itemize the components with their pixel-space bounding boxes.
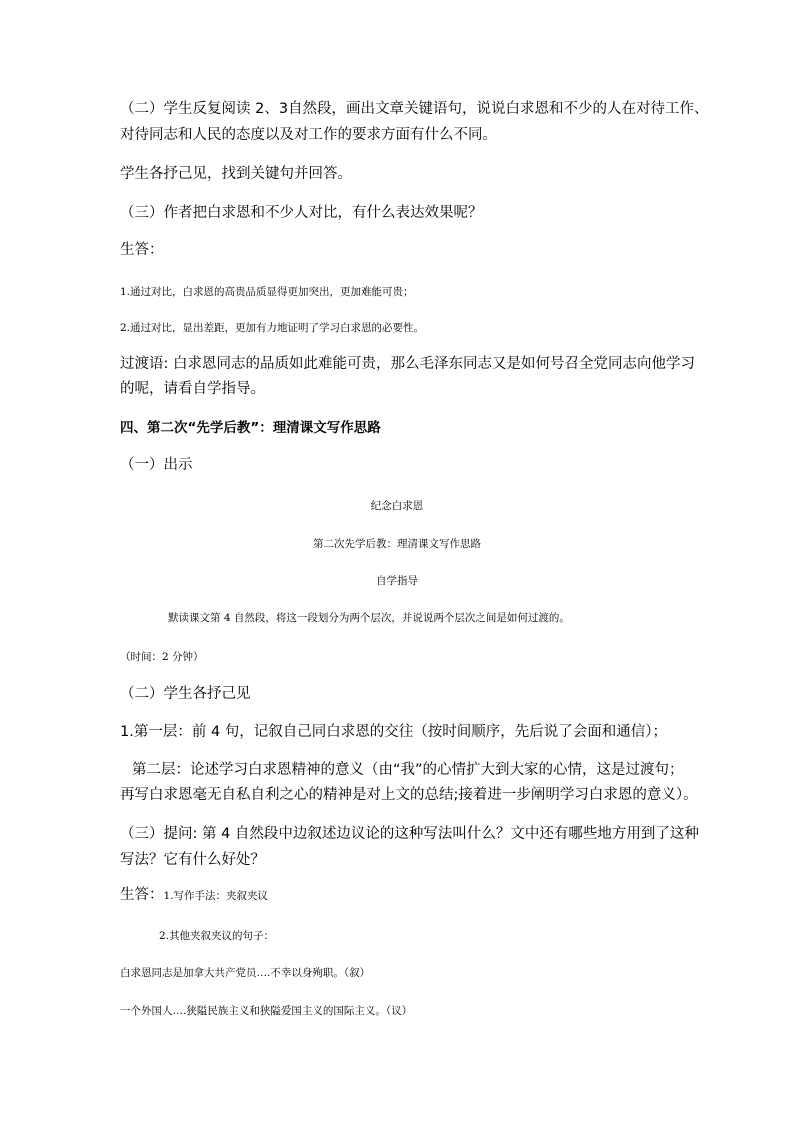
- paragraph-line: 第二层：论述学习白求恩精神的意义（由“我”的心情扩大到大家的心情，这是过渡句；: [132, 762, 684, 778]
- answer-row: [120, 886, 268, 905]
- box-title: 纪念白求恩: [370, 500, 424, 512]
- answer-item: 1.写作手法：夹叙夹议: [163, 890, 269, 902]
- answer-label: 生答：: [120, 242, 164, 258]
- transition-line: 的呢，请看自学指导。: [120, 381, 265, 397]
- paragraph-line: 再写白求恩毫无自私自利之心的精神是对上文的总结;接着进一步阐明学习白求恩的意义）。: [120, 787, 698, 803]
- paragraph-line: 对待同志和人民的态度以及对工作的要求方面有什么不同。: [120, 127, 497, 143]
- question-line: （三）提问: 第 4 自然段中边叙述边议论的这种写法叫什么？文中还有哪些地方用到了这种: [120, 826, 699, 842]
- section-heading: 四、第二次“先学后教”：理清课文写作思路: [120, 420, 381, 436]
- paragraph-line: 1.第一层：前 4 句，记叙自己同白求恩的交往（按时间顺序，先后说了会面和通信）；: [120, 724, 668, 740]
- example-sentence: 一个外国人….狭隘民族主义和狭隘爱国主义的国际主义。（议）: [120, 1005, 413, 1017]
- paragraph: 学生各抒己见，找到关键句并回答。: [120, 166, 352, 182]
- transition-line: 过渡语: 白求恩同志的品质如此难能可贵，那么毛泽东同志又是如何号召全党同志向他学习: [120, 356, 695, 372]
- subsection-heading: （二）学生各抒己见: [120, 686, 251, 702]
- answer-label: 生答：: [120, 887, 164, 903]
- answer-item: 2.通过对比，显出差距，更加有力地证明了学习白求恩的必要性。: [120, 322, 425, 334]
- box-instruction: 默读课文第 4 自然段，将这一段划分为两个层次，并说说两个层次之间是如何过渡的。: [168, 612, 570, 624]
- answer-item: 2.其他夹叙夹议的句子：: [159, 930, 275, 942]
- subsection-heading: （一）出示: [120, 457, 193, 473]
- paragraph: （三）作者把白求恩和不少人对比，有什么表达效果呢？: [120, 205, 483, 221]
- box-subtitle: 第二次先学后教：理清课文写作思路: [313, 538, 481, 550]
- question-line: 写法？它有什么好处？: [120, 852, 265, 868]
- paragraph-line: （二）学生反复阅读 2、3自然段，画出文章关键语句，说说白求恩和不少的人在对待工作、: [120, 101, 709, 117]
- answer-item: 1.通过对比，白求恩的高贵品质显得更加突出，更加难能可贵；: [120, 286, 414, 298]
- box-time: （时间：2 分钟）: [120, 651, 204, 663]
- box-heading: 自学指导: [376, 575, 418, 587]
- example-sentence: 白求恩同志是加拿大共产党员….不幸以身殉职。（叙）: [120, 967, 371, 979]
